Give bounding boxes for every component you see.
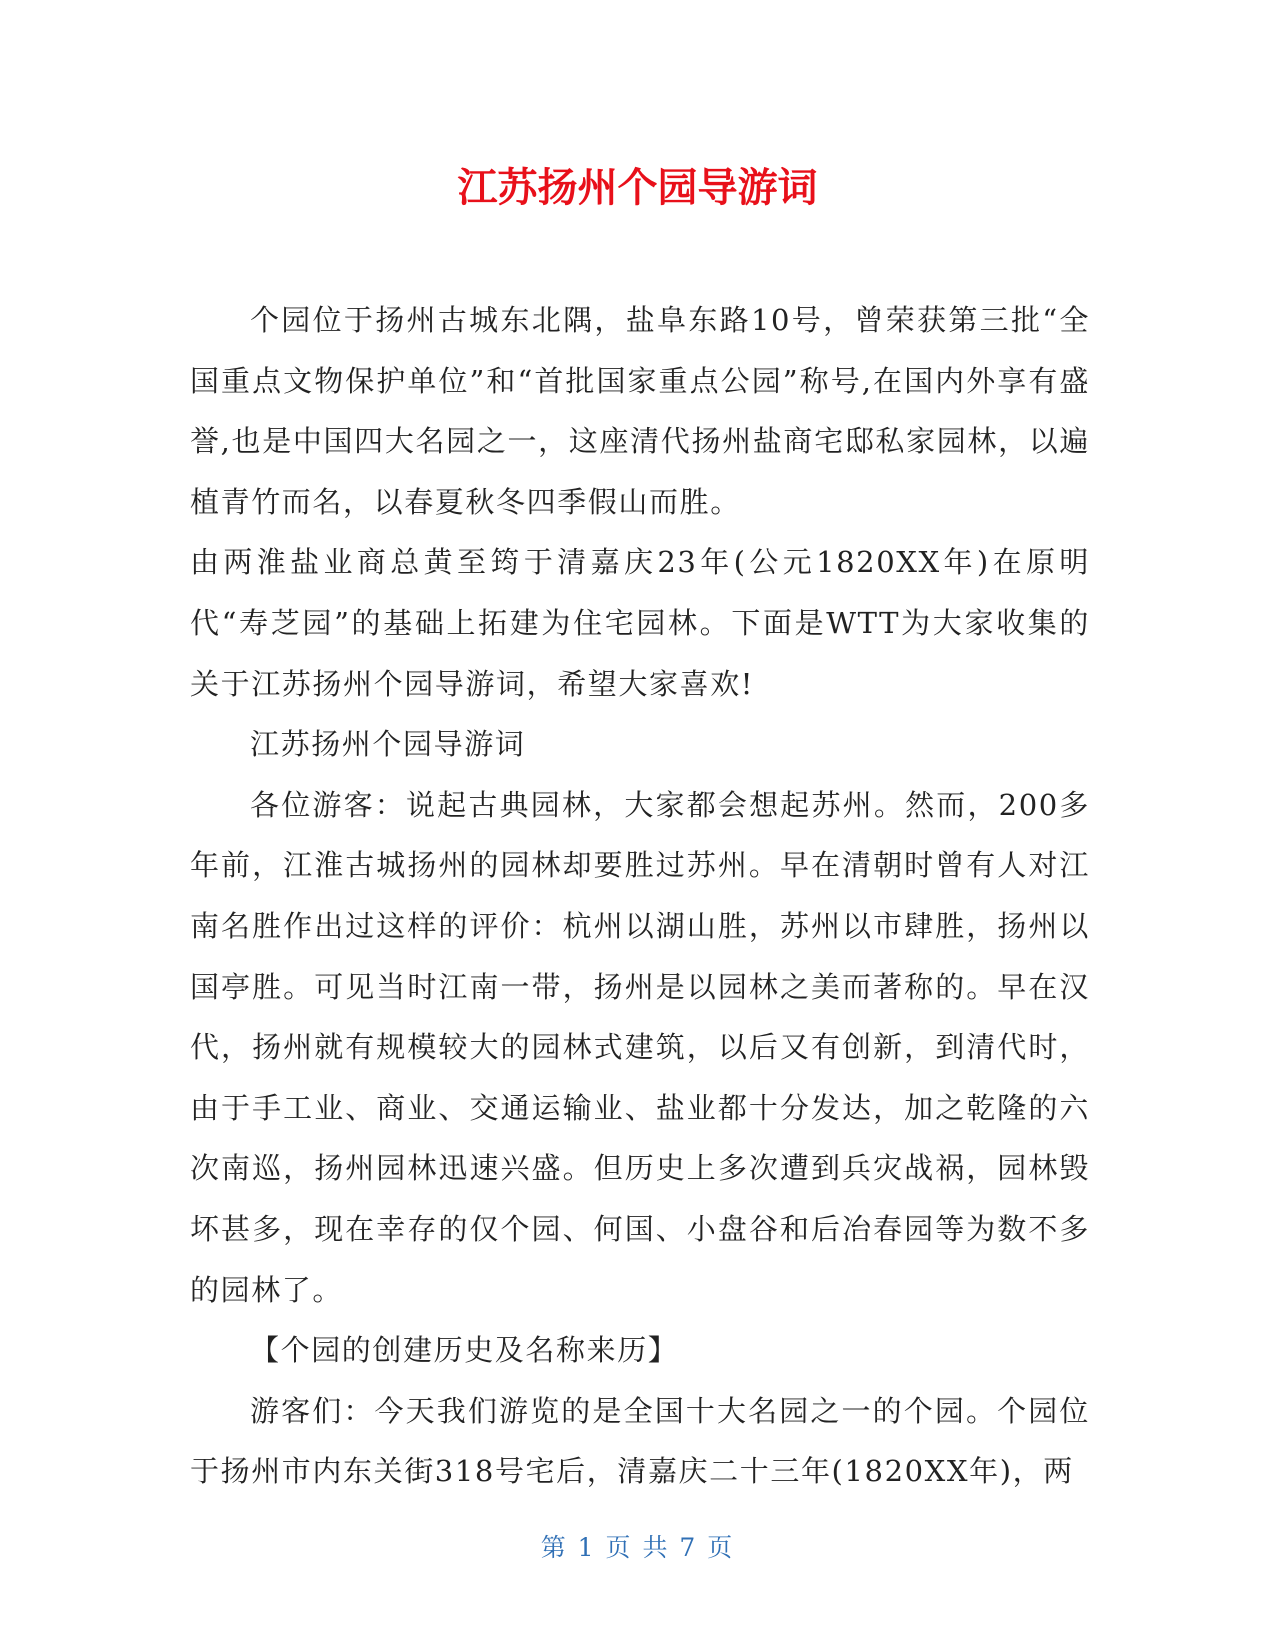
paragraph-intro: 个园位于扬州古城东北隅，盐阜东路10号，曾荣获第三批“全国重点文物保护单位”和“首批国家重点公园”称号,在国内外享有盛誉,也是中国四大名园之一，这座清代扬州盐商宅邸私家园林，以遍植青竹而名，以春夏秋冬四季假山而胜。 xyxy=(190,303,1090,519)
document-title: 江苏扬州个园导游词 xyxy=(457,165,818,211)
section-heading: 江苏扬州个园导游词 xyxy=(250,727,526,762)
document-body xyxy=(190,290,1090,1502)
page-footer: 第 1 页 共 7 页 xyxy=(540,1533,735,1562)
paragraph-tour-start: 游客们：今天我们游览的是全国十大名园之一的个园。个园位于扬州市内东关街318号宅后，清嘉庆二十三年(1820XX年)，两 xyxy=(190,1393,1090,1489)
subsection-heading: 【个园的创建历史及名称来历】 xyxy=(250,1333,679,1368)
paragraph-greeting: 各位游客：说起古典园林，大家都会想起苏州。然而，200多年前，江淮古城扬州的园林却要胜过苏州。早在清朝时曾有人对江南名胜作出过这样的评价：杭州以湖山胜，苏州以市肆胜，扬州以国亭胜。可见当时江南一带，扬州是以园林之美而著称的。早在汉代，扬州就有规模较大的园林式建筑，以后又有创新，到清代时，由于手工业、商业、交通运输业、盐业都十分发达，加之乾隆的六次南巡，扬州园林迅速兴盛。但历史上多次遭到兵灾战祸，园林毁坏甚多，现在幸存的仅个园、何国、小盘谷和后冶春园等为数不多的园林了。 xyxy=(190,787,1090,1307)
paragraph-history: 由两淮盐业商总黄至筠于清嘉庆23年(公元1820XX年)在原明代“寿芝园”的基础上拓建为住宅园林。下面是WTT为大家收集的关于江苏扬州个园导游词，希望大家喜欢! xyxy=(190,545,1090,701)
